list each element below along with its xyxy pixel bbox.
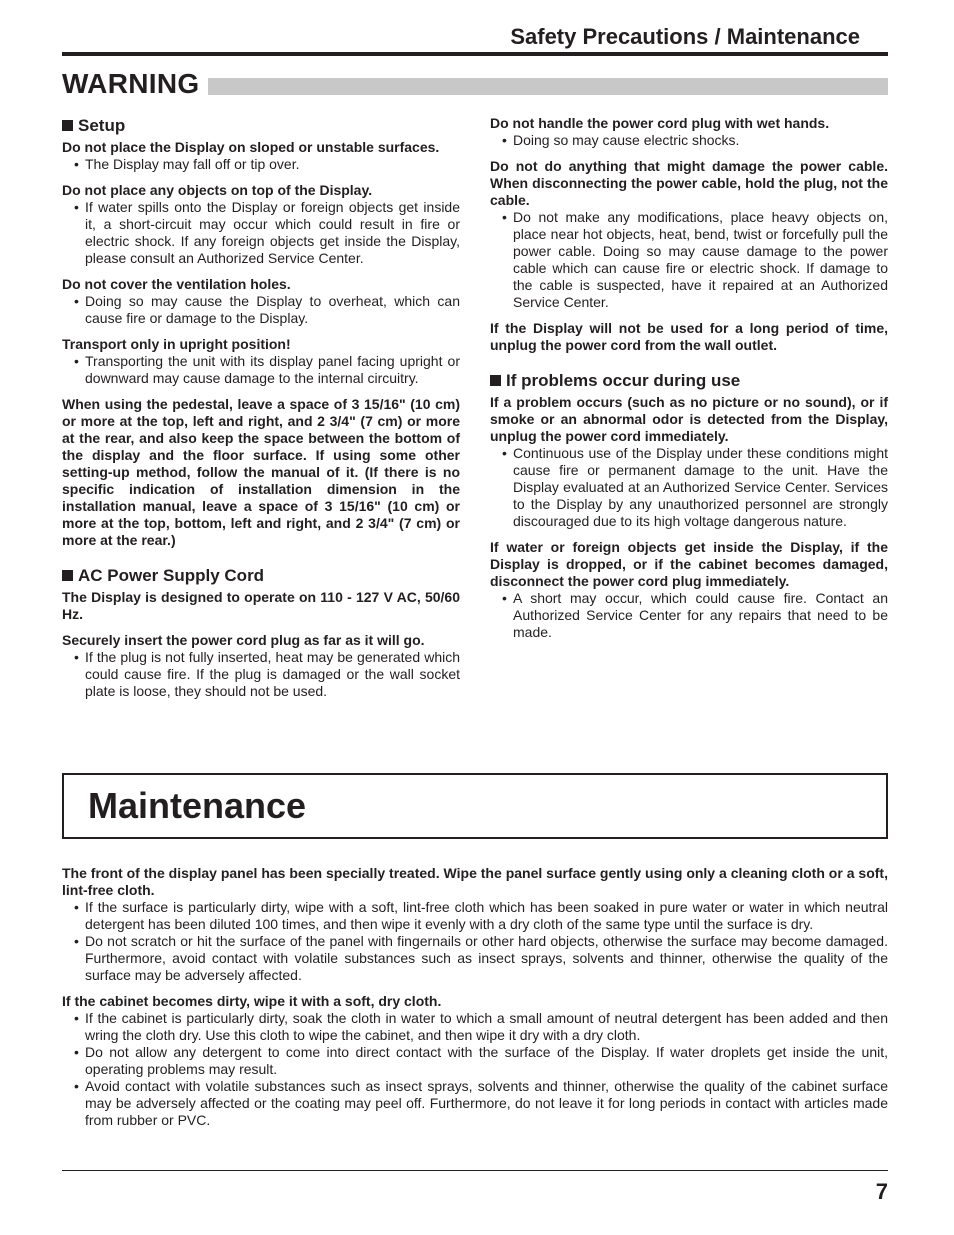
bullet-item: • Do not scratch or hit the surface of the panel with fingernails or other hard objects, otherwise the surface may become damaged. Furthermore, avoid contact with volatile substances such as insect sprays, solvents and thinner, otherwise the quality of the surface may be adversely affected. — [62, 933, 888, 984]
right-blocks — [490, 115, 888, 354]
bullet-item: • If the plug is not fully inserted, heat may be generated which could cause fire. If the plug is damaged or the wall socket plate is loose, they should not be used. — [62, 649, 460, 700]
text-block — [490, 158, 888, 311]
header-title: Safety Precautions / Maintenance — [510, 24, 860, 49]
bullet-item: • Doing so may cause electric shocks. — [490, 132, 888, 149]
text-block — [490, 539, 888, 641]
maintenance-body — [62, 865, 888, 1138]
section-ac — [62, 567, 460, 584]
text-block — [62, 276, 460, 327]
text-block — [62, 336, 460, 387]
square-bullet-icon — [62, 120, 73, 131]
bold-statement: Transport only in upright position! — [62, 336, 291, 352]
text-block — [62, 865, 888, 984]
maintenance-title-box — [62, 773, 888, 839]
section-ac-title: AC Power Supply Cord — [78, 566, 265, 585]
bullet-item: • If water spills onto the Display or foreign objects get inside it, a short-circuit may occur which could result in fire or electric shock. If any foreign objects get inside the Display, please consult an Authorized Service Center. — [62, 199, 460, 267]
text-block — [62, 182, 460, 267]
maintenance-blocks — [62, 865, 888, 1129]
bold-statement: The Display is designed to operate on 110 - 127 V AC, 50/60 Hz. — [62, 589, 460, 622]
section-setup-title: Setup — [78, 116, 126, 135]
bullet-item: • Doing so may cause the Display to overheat, which can cause fire or damage to the Display. — [62, 293, 460, 327]
setup-blocks — [62, 139, 460, 549]
text-block — [490, 115, 888, 149]
bullet-item: • Avoid contact with volatile substances such as insect sprays, solvents and thinner, otherwise the quality of the cabinet surface may be adversely affected or the coating may peel off. Furthermore, do not leave it for long periods in contact with articles made from rubber or PVC. — [62, 1078, 888, 1129]
page-number: 7 — [875, 1179, 888, 1204]
bold-statement: If the cabinet becomes dirty, wipe it with a soft, dry cloth. — [62, 993, 442, 1009]
warning-right-column — [490, 115, 888, 650]
text-block — [490, 320, 888, 354]
warning-heading: WARNING — [62, 68, 200, 99]
bold-statement: The front of the display panel has been specially treated. Wipe the panel surface gently using only a cleaning cloth or a soft, lint-free cloth. — [62, 865, 888, 898]
warning-left-column — [62, 115, 460, 709]
bullet-item: • If the surface is particularly dirty, wipe with a soft, lint-free cloth which has been soaked in pure water or water in which neutral detergent has been diluted 100 times, and then wipe it evenly with a dry cloth of the same type until the surface is dry. — [62, 899, 888, 933]
text-block — [62, 632, 460, 700]
text-block — [62, 396, 460, 549]
square-bullet-icon — [62, 570, 73, 581]
bold-statement: If the Display will not be used for a long period of time, unplug the power cord from the wall outlet. — [490, 320, 888, 353]
bold-statement: Do not do anything that might damage the power cable. When disconnecting the power cable, hold the plug, not the cable. — [490, 158, 888, 208]
section-setup — [62, 117, 460, 134]
bullet-item: • Continuous use of the Display under these conditions might cause fire or permanent damage to the unit. Have the Display evaluated at an Authorized Service Center. Services to the Display by any unauthorized personnel are strongly discouraged due to its high voltage dangerous nature. — [490, 445, 888, 530]
section-problems — [490, 372, 888, 389]
bullet-item: • The Display may fall off or tip over. — [62, 156, 460, 173]
header-rule — [62, 52, 888, 56]
bullet-item: • Do not allow any detergent to come into direct contact with the surface of the Display. If water droplets get inside the unit, operating problems may result. — [62, 1044, 888, 1078]
text-block — [62, 993, 888, 1129]
bullet-item: • Do not make any modifications, place heavy objects on, place near hot objects, heat, bend, twist or forcefully pull the power cable. Doing so may cause damage to the power cable which can cause fire or electric shock. If damage to the cable is suspected, have it repaired at an Authorized Service Center. — [490, 209, 888, 311]
square-bullet-icon — [490, 375, 501, 386]
section-problems-title: If problems occur during use — [506, 371, 741, 390]
text-block — [62, 589, 460, 623]
bullet-item: • If the cabinet is particularly dirty, soak the cloth in water to which a small amount of neutral detergent has been added and then wring the cloth dry. Use this cloth to wipe the cabinet, and then wipe it dry with a dry cloth. — [62, 1010, 888, 1044]
bold-statement: Securely insert the power cord plug as far as it will go. — [62, 632, 425, 648]
bold-statement: If water or foreign objects get inside the Display, if the Display is dropped, or if the cabinet becomes damaged, disconnect the power cord plug immediately. — [490, 539, 888, 589]
footer-rule — [62, 1170, 888, 1171]
bold-statement: When using the pedestal, leave a space of 3 15/16" (10 cm) or more at the top, left and right, and 2 3/4" (7 cm) or more at the rear, and also keep the space between the bottom of the display and the floor surface. If using some other setting-up method, follow the manual of it. (If there is no specific indication of installation dimension in the installation manual, leave a space of 3 15/16" (10 cm) or more at the top, bottom, left and right, and 2 3/4" (7 cm) or more at the rear.) — [62, 396, 460, 548]
maintenance-title: Maintenance — [88, 785, 307, 826]
bold-statement: Do not place the Display on sloped or unstable surfaces. — [62, 139, 440, 155]
bold-statement: Do not cover the ventilation holes. — [62, 276, 291, 292]
ac-blocks — [62, 589, 460, 700]
bold-statement: If a problem occurs (such as no picture or no sound), or if smoke or an abnormal odor is detected from the Display, unplug the power cord immediately. — [490, 394, 888, 444]
bullet-item: • Transporting the unit with its display panel facing upright or downward may cause damage to the internal circuitry. — [62, 353, 460, 387]
problems-blocks — [490, 394, 888, 641]
text-block — [62, 139, 460, 173]
bold-statement: Do not handle the power cord plug with wet hands. — [490, 115, 830, 131]
bullet-item: • A short may occur, which could cause fire. Contact an Authorized Service Center for any repairs that need to be made. — [490, 590, 888, 641]
warning-bar — [208, 78, 888, 95]
bold-statement: Do not place any objects on top of the Display. — [62, 182, 373, 198]
text-block — [490, 394, 888, 530]
